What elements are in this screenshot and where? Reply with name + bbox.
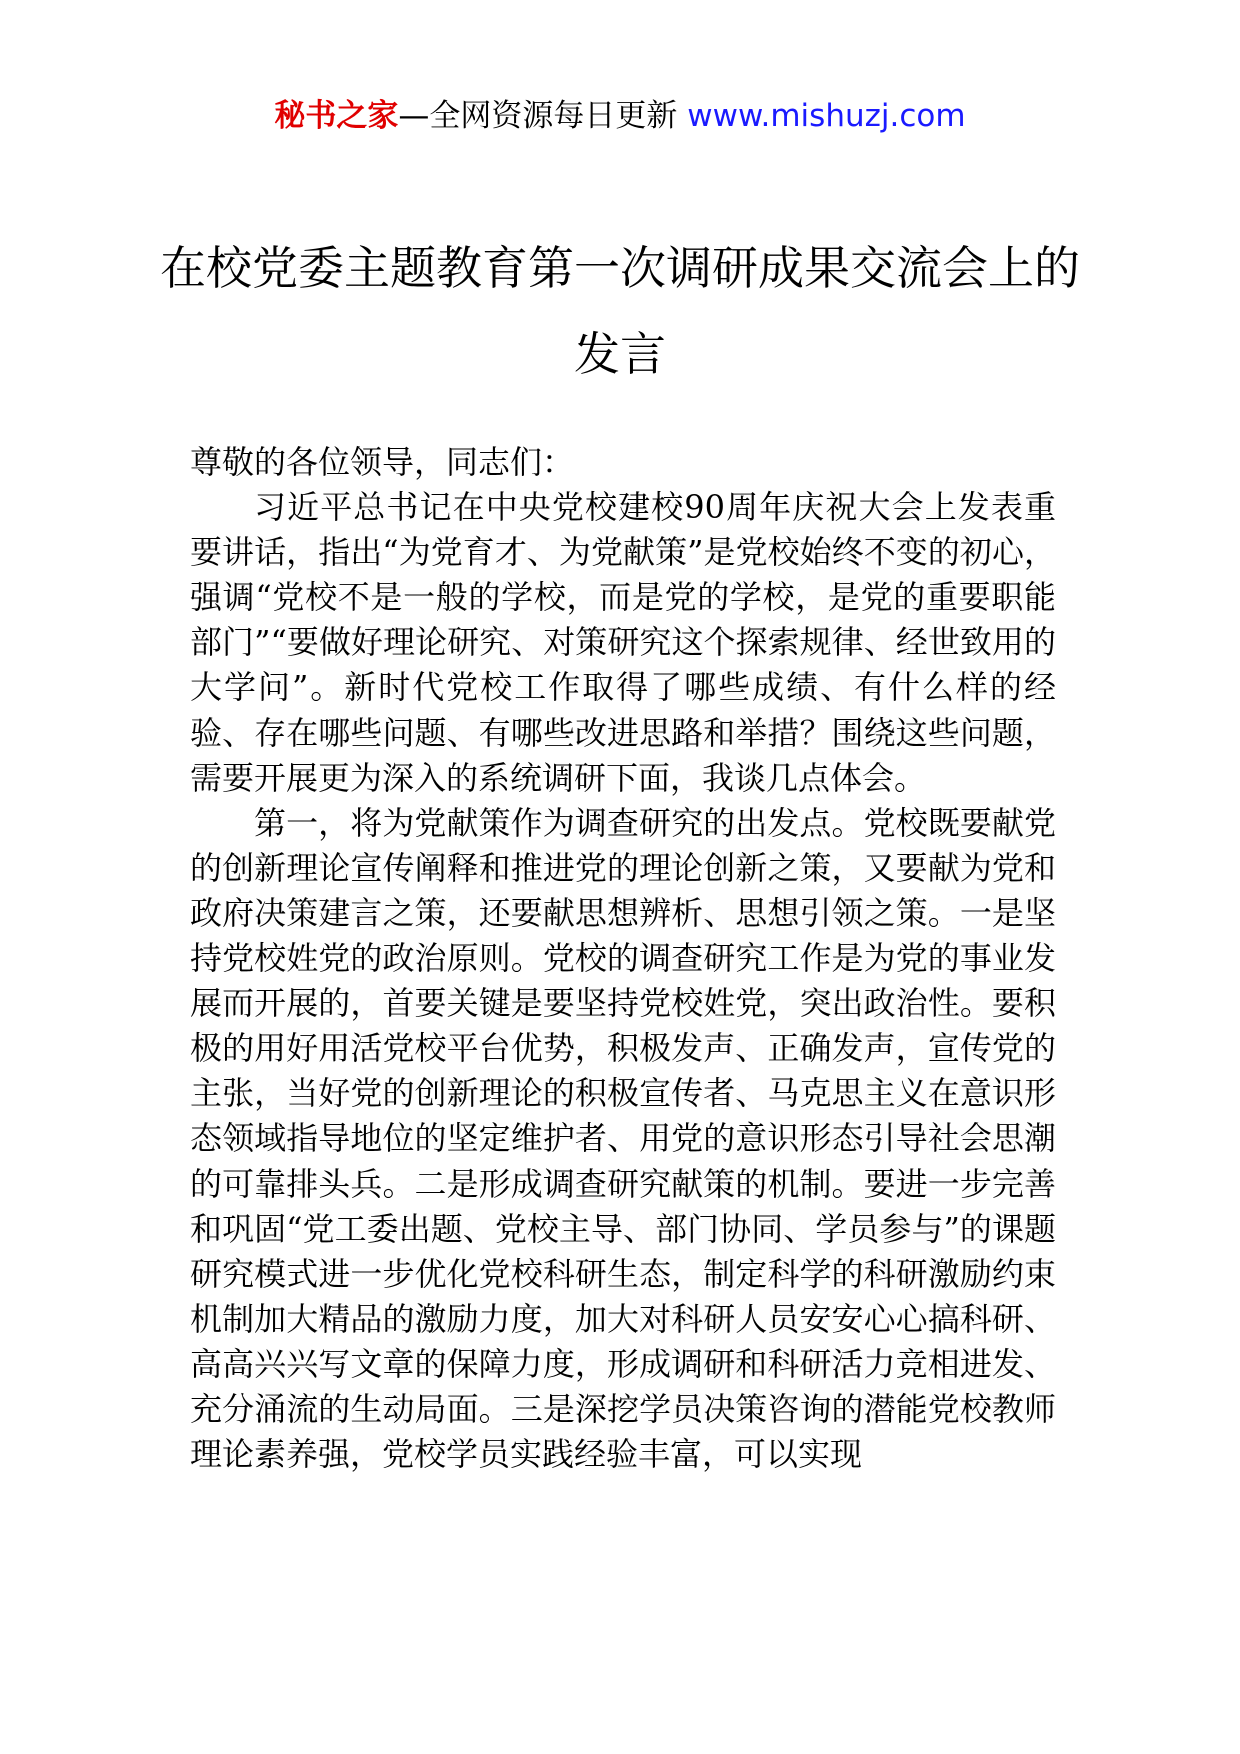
paragraph: 第一，将为党献策作为调查研究的出发点。党校既要献党的创新理论宣传阐释和推进党的理论创新之策，又要献为党和政府决策建言之策，还要献思想辨析、思想引领之策。一是坚持党校姓党的政治原则。党校的调查研究工作是为党的事业发展而开展的，首要关键是要坚持党校姓党，突出政治性。要积极的用好用活党校平台优势，积极发声、正确发声，宣传党的主张，当好党的创新理论的积极宣传者、马克思主义在意识形态领域指导地位的坚定维护者、用党的意识形态引导社会思潮的可靠排头兵。二是形成调查研究献策的机制。要进一步完善和巩固“党工委出题、党校主导、部门协同、学员参与”的课题研究模式进一步优化党校科研生态，制定科学的科研激励约束机制加大精品的激励力度，加大对科研人员安安心心搞科研、高高兴兴写文章的保障力度，形成调研和科研活力竞相进发、充分涌流的生动局面。三是深挖学员决策咨询的潜能党校教师理论素养强，党校学员实践经验丰富，可以实现 bbox=[190, 803, 1056, 1474]
salutation: 尊敬的各位领导，同志们： bbox=[190, 443, 575, 481]
site-brand: 秘书之家 bbox=[274, 98, 399, 134]
paragraph: 习近平总书记在中央党校建校90周年庆祝大会上发表重要讲话，指出“为党育才、为党献策”是党校始终不变的初心，强调“党校不是一般的学校，而是党的学校，是党的重要职能部门”“要做好理论研究、对策研究这个探索规律、经世致用的大学问”。新时代党校工作取得了哪些成绩、有什么样的经验、存在哪些问题、有哪些改进思路和举措？围绕这些问题，需要开展更为深入的系统调研下面，我谈几点体会。 bbox=[190, 488, 1056, 797]
document-body bbox=[190, 440, 1056, 1477]
site-header bbox=[0, 96, 1240, 136]
site-url-link[interactable]: www.mishuzj.com bbox=[687, 98, 966, 134]
document-title: 在校党委主题教育第一次调研成果交流会上的发言 bbox=[160, 241, 1080, 381]
site-tagline: —全网资源每日更新 bbox=[398, 98, 678, 134]
